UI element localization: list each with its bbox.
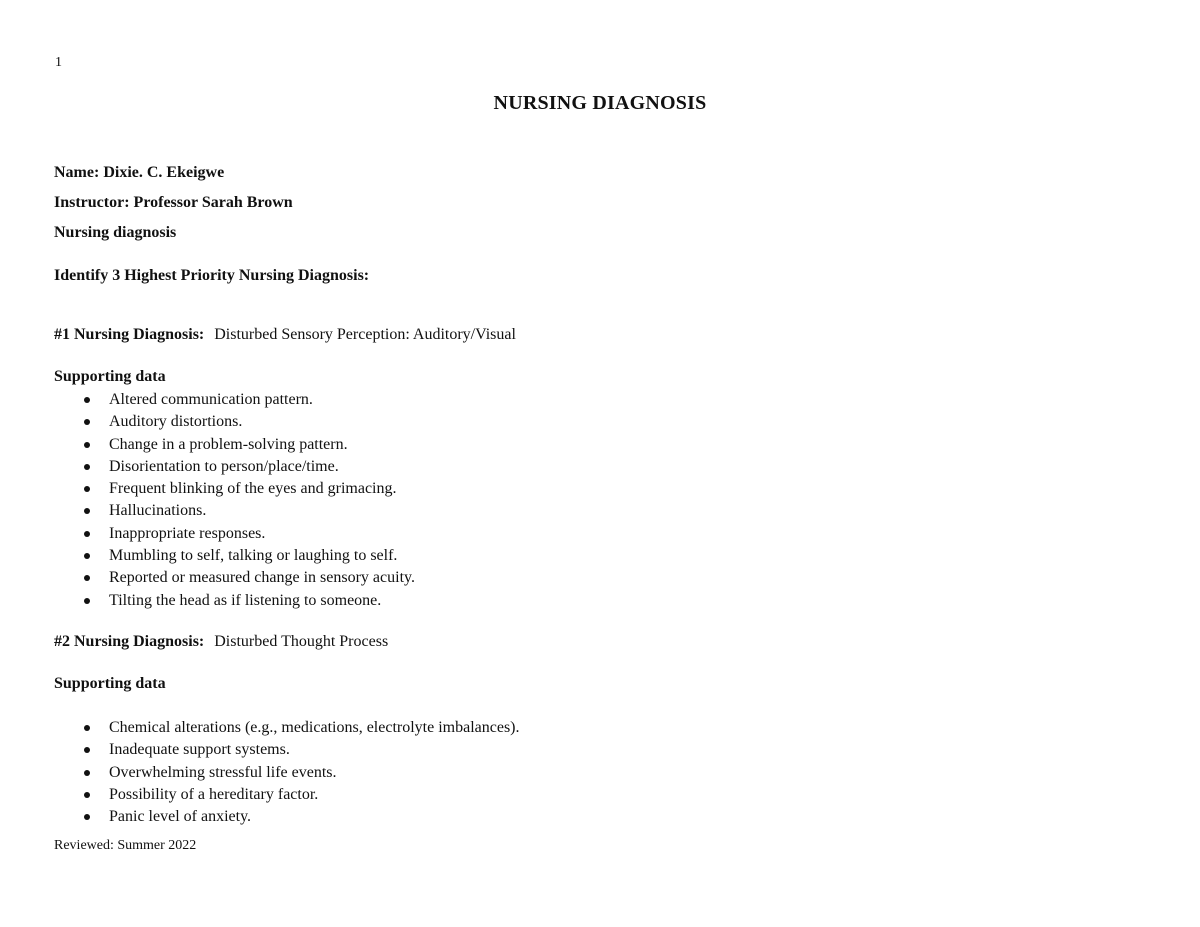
diagnosis-1	[54, 326, 516, 344]
supporting-data-list-2	[82, 717, 520, 828]
list-item: Tilting the head as if listening to someone.	[82, 590, 415, 612]
reviewed-footer: Reviewed: Summer 2022	[54, 838, 197, 853]
list-item: Overwhelming stressful life events.	[82, 762, 520, 784]
list-item: Hallucinations.	[82, 500, 415, 522]
instructor-name: Instructor: Professor Sarah Brown	[54, 194, 293, 211]
list-item: Change in a problem-solving pattern.	[82, 434, 415, 456]
list-item: Reported or measured change in sensory acuity.	[82, 567, 415, 589]
diagnosis-2-value: Disturbed Thought Process	[214, 633, 389, 650]
list-item: Inadequate support systems.	[82, 739, 520, 761]
nursing-diagnosis-heading: Nursing diagnosis	[54, 224, 177, 241]
diagnosis-2	[54, 633, 388, 651]
list-item: Panic level of anxiety.	[82, 806, 520, 828]
page-number: 1	[55, 55, 62, 70]
list-item: Altered communication pattern.	[82, 389, 415, 411]
diagnosis-1-value: Disturbed Sensory Perception: Auditory/Visual	[214, 326, 516, 343]
supporting-data-heading-2: Supporting data	[54, 675, 166, 692]
diagnosis-2-label: #2 Nursing Diagnosis:	[54, 633, 205, 650]
list-item: Chemical alterations (e.g., medications, electrolyte imbalances).	[82, 717, 520, 739]
list-item: Inappropriate responses.	[82, 523, 415, 545]
list-item: Mumbling to self, talking or laughing to self.	[82, 545, 415, 567]
identify-heading: Identify 3 Highest Priority Nursing Diagnosis:	[54, 267, 370, 284]
student-name: Name: Dixie. C. Ekeigwe	[54, 164, 225, 181]
list-item: Auditory distortions.	[82, 411, 415, 433]
supporting-data-list-1	[82, 389, 415, 612]
list-item: Disorientation to person/place/time.	[82, 456, 415, 478]
list-item: Frequent blinking of the eyes and grimacing.	[82, 478, 415, 500]
list-item: Possibility of a hereditary factor.	[82, 784, 520, 806]
supporting-data-heading-1: Supporting data	[54, 368, 166, 385]
page-title: NURSING DIAGNOSIS	[493, 92, 707, 114]
diagnosis-1-label: #1 Nursing Diagnosis:	[54, 326, 205, 343]
